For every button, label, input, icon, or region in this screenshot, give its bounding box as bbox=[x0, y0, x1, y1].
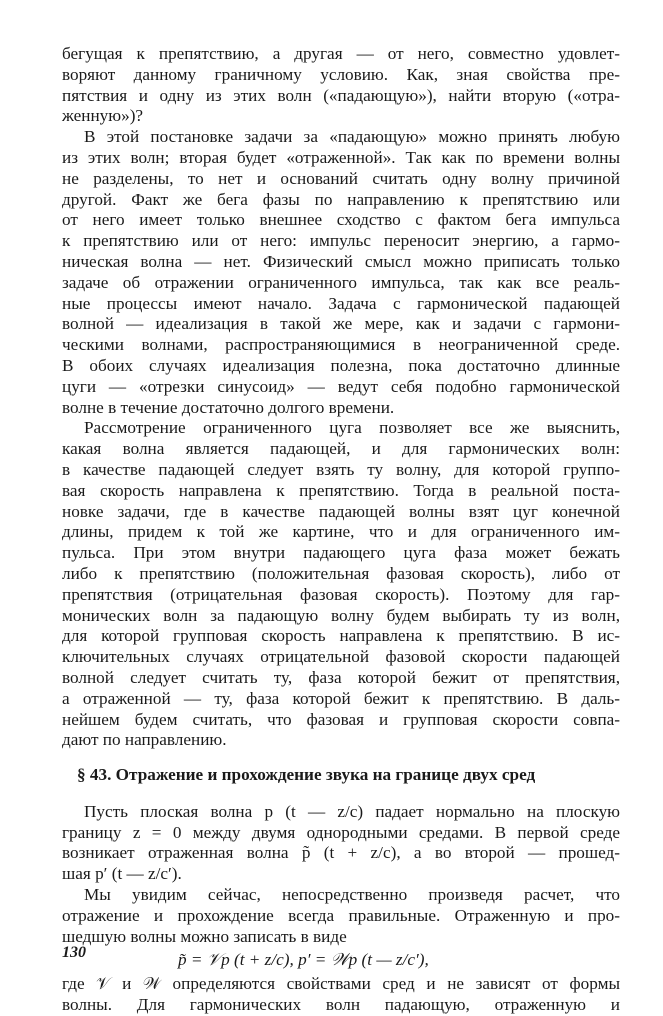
formula: p̃ = 𝒱p (t + z/c), p′ = 𝒲p (t — z/c′), bbox=[178, 950, 429, 970]
text-line: от него имеет только внешнее сходство с фактом бега импульса bbox=[62, 210, 620, 230]
text-line: длины, придем к той же картине, что и для ограниченного им- bbox=[62, 522, 620, 542]
text-line: не разделены, то нет и оснований считать одну волну причиной bbox=[62, 168, 620, 188]
text-line: женную»)? bbox=[62, 106, 144, 126]
paragraph-2 bbox=[62, 127, 620, 418]
text-line: задаче об отражении ограниченного импульса, так как все реаль- bbox=[62, 272, 620, 292]
text-line: возникает отраженная волна p̃ (t + z/c), а во второй — прошед- bbox=[62, 843, 620, 863]
text-line: ключительных случаях отрицательной фазовой скорости падающей bbox=[62, 647, 620, 667]
text-line: волной следует считать ту, фаза которой бежит от препятствия, bbox=[62, 667, 620, 687]
text-line: а отраженной — ту, фаза которой бежит к препятствию. В даль- bbox=[62, 688, 620, 708]
text-line: Мы увидим сейчас, непосредственно произведя расчет, что bbox=[84, 885, 620, 905]
text-line: В обоих случаях идеализация полезна, пока достаточно длинные bbox=[62, 355, 620, 375]
text-line: для которой групповая скорость направлена к препятствию. В ис- bbox=[62, 626, 620, 646]
page-text bbox=[62, 44, 620, 1016]
text-line: либо к препятствию (положительная фазовая скорость), либо от bbox=[62, 563, 620, 583]
text-line: монических волн за падающую волну будем выбирать ту из волн, bbox=[62, 605, 620, 625]
text-line: другой. Факт же бега фазы по направлению к препятствию или bbox=[62, 189, 620, 209]
text-line: где 𝒱 и 𝒲 определяются свойствами сред и не зависят от формы bbox=[62, 974, 620, 994]
text-line: волной — идеализация в такой же мере, как и задачи с гармони- bbox=[62, 314, 620, 334]
paragraph-5 bbox=[62, 885, 620, 947]
paragraph-1 bbox=[62, 44, 620, 127]
text-line: Рассмотрение ограниченного цуга позволяет все же выяснить, bbox=[84, 418, 620, 438]
text-line: вая скорость направлена к препятствию. Тогда в реальной поста- bbox=[62, 480, 620, 500]
text-line: цуги — «отрезки синусоид» — ведут себя подобно гармонической bbox=[62, 376, 620, 396]
text-line: шедшую волны можно записать в виде bbox=[62, 926, 347, 946]
text-line: волны. Для гармонических волн падающую, отраженную и bbox=[62, 995, 620, 1015]
text-line: новке задачи, где в качестве падающей волны взят цуг конечной bbox=[62, 501, 620, 521]
paragraph-3 bbox=[62, 418, 620, 751]
text-line: из этих волн; вторая будет «отраженной». Так как по времени волны bbox=[62, 147, 620, 167]
text-line: в качестве падающей следует взять ту волну, для которой группо- bbox=[62, 459, 620, 479]
text-line: дают по направлению. bbox=[62, 730, 227, 750]
text-line: волне в течение достаточно долгого времени. bbox=[62, 397, 395, 417]
text-line: к препятствию или от него: импульс переносит энергию, а гармо- bbox=[62, 231, 620, 251]
text-line: какая волна является падающей, и для гармонических волн: bbox=[62, 439, 620, 459]
text-line: пульса. При этом внутри падающего цуга фаза может бежать bbox=[62, 543, 620, 563]
text-line: нейшем будем считать, что фазовая и групповая скорости совпа- bbox=[62, 709, 620, 729]
text-line: границу z = 0 между двумя однородными средами. В первой среде bbox=[62, 822, 620, 842]
text-line: ническая волна — нет. Физический смысл можно приписать только bbox=[62, 251, 620, 271]
page-number: 130 bbox=[62, 944, 86, 961]
text-line: Пусть плоская волна p (t — z/c) падает нормально на плоскую bbox=[84, 801, 620, 821]
text-line: шая p′ (t — z/c′). bbox=[62, 864, 182, 884]
text-line: В этой постановке задачи за «падающую» можно принять любую bbox=[84, 127, 620, 147]
text-line: отражение и прохождение всегда правильные. Отраженную и про- bbox=[62, 905, 620, 925]
text-line: воряют данному граничному условию. Как, зная свойства пре- bbox=[62, 64, 620, 84]
text-line: пятствия и одну из этих волн («падающую»), найти вторую («отра- bbox=[62, 85, 620, 105]
text-line: ные процессы имеют начало. Задача с гармонической падающей bbox=[62, 293, 620, 313]
paragraph-4 bbox=[62, 802, 620, 885]
section-heading: § 43. Отражение и прохождение звука на границе двух сред bbox=[77, 765, 536, 785]
text-line: бегущая к препятствию, а другая — от него, совместно удовлет- bbox=[62, 44, 620, 63]
text-line: ческими волнами, распространяющимися в неограниченной среде. bbox=[62, 335, 620, 355]
paragraph-6 bbox=[62, 974, 620, 1016]
text-line: препятствия (отрицательная фазовая скорость). Поэтому для гар- bbox=[62, 584, 620, 604]
